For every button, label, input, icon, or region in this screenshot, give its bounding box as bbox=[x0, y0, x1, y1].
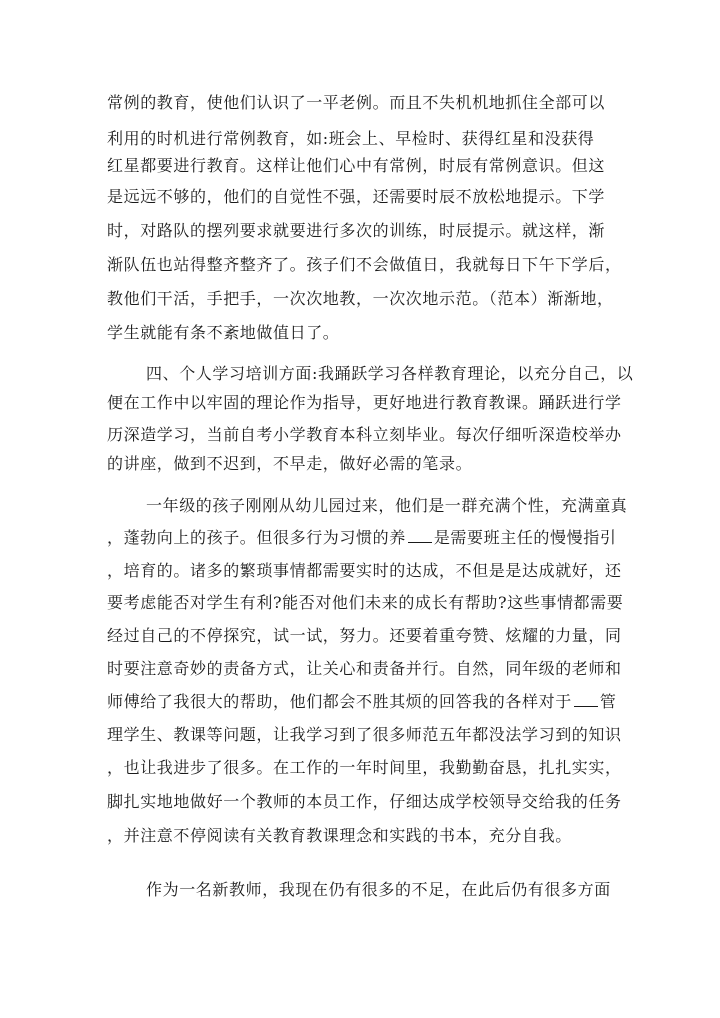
text-line: 四、个人学习培训方面:我踊跃学习各样教育理论，以充分自己，以 bbox=[146, 364, 634, 383]
text-line: 时，对路队的摆列要求就要进行多次的训练，时辰提示。就这样，渐 bbox=[107, 221, 606, 240]
text-line: 渐队伍也站得整齐整齐了。孩子们不会做值日，我就每日下午下学后， bbox=[107, 255, 622, 274]
text-segment: 管 bbox=[599, 692, 617, 711]
text-line: ，并注意不停阅读有关教育教课理念和实践的书本，充分自我。 bbox=[107, 826, 572, 845]
text-line: 的讲座，做到不迟到，不早走，做好必需的笔录。 bbox=[107, 454, 473, 473]
text-line: 时要注意奇妙的责备方式，让关心和责备并行。自然，同年级的老师和 bbox=[107, 659, 622, 678]
text-line: 教他们干活，手把手，一次次地教，一次次地示范。（范本）渐渐地， bbox=[107, 289, 614, 308]
text-line: 要考虑能否对学生有利?能否对他们未来的成长有帮助?这些事情都需要 bbox=[107, 593, 624, 612]
text-segment: 师傅给了我很大的帮助，他们都会不胜其烦的回答我的各样对于 bbox=[107, 692, 572, 711]
text-line: 一年级的孩子刚刚从幼儿园过来，他们是一群充满个性，充满童真 bbox=[146, 496, 628, 515]
text-line: 是远远不够的，他们的自觉性不强，还需要时辰不放松地提示。下学 bbox=[107, 187, 606, 206]
text-line: 学生就能有条不紊地做值日了。 bbox=[107, 323, 340, 342]
text-line: 常例的教育，使他们认识了一平老例。而且不失机机地抓住全部可以 bbox=[107, 93, 606, 112]
text-line: 理学生、教课等问题，让我学习到了很多师范五年都没法学习到的知识 bbox=[107, 725, 622, 744]
fill-in-blank bbox=[574, 692, 598, 707]
text-line: ，培育的。诸多的繁琐事情都需要实时的达成，不但是是达成就好，还 bbox=[107, 561, 622, 580]
text-segment: ，蓬勃向上的孩子。但很多行为习惯的养 bbox=[107, 528, 406, 547]
text-line: 历深造学习，当前自考小学教育本科立刻毕业。每次仔细听深造校举办 bbox=[107, 425, 622, 444]
text-line bbox=[107, 692, 616, 712]
text-line: 经过自己的不停探究，试一试，努力。还要着重夸赞、炫耀的力量，同 bbox=[107, 626, 622, 645]
fill-in-blank bbox=[408, 528, 432, 543]
text-segment: 是需要班主任的慢慢指引 bbox=[433, 528, 617, 547]
text-line: 便在工作中以牢固的理论作为指导，更好地进行教育教课。踊跃进行学 bbox=[107, 393, 622, 412]
text-line: 红星都要进行教育。这样让他们心中有常例，时辰有常例意识。但这 bbox=[107, 156, 606, 175]
text-line: ，也让我进步了很多。在工作的一年时间里，我勤勤奋恳，扎扎实实， bbox=[107, 758, 622, 777]
text-line: 脚扎实地地做好一个教师的本员工作，仔细达成学校领导交给我的任务 bbox=[107, 792, 622, 811]
text-line: 作为一名新教师，我现在仍有很多的不足，在此后仍有很多方面 bbox=[146, 880, 611, 899]
text-line: 利用的时机进行常例教育，如:班会上、早检时、获得红星和没获得 bbox=[107, 129, 595, 148]
text-line bbox=[107, 528, 616, 548]
